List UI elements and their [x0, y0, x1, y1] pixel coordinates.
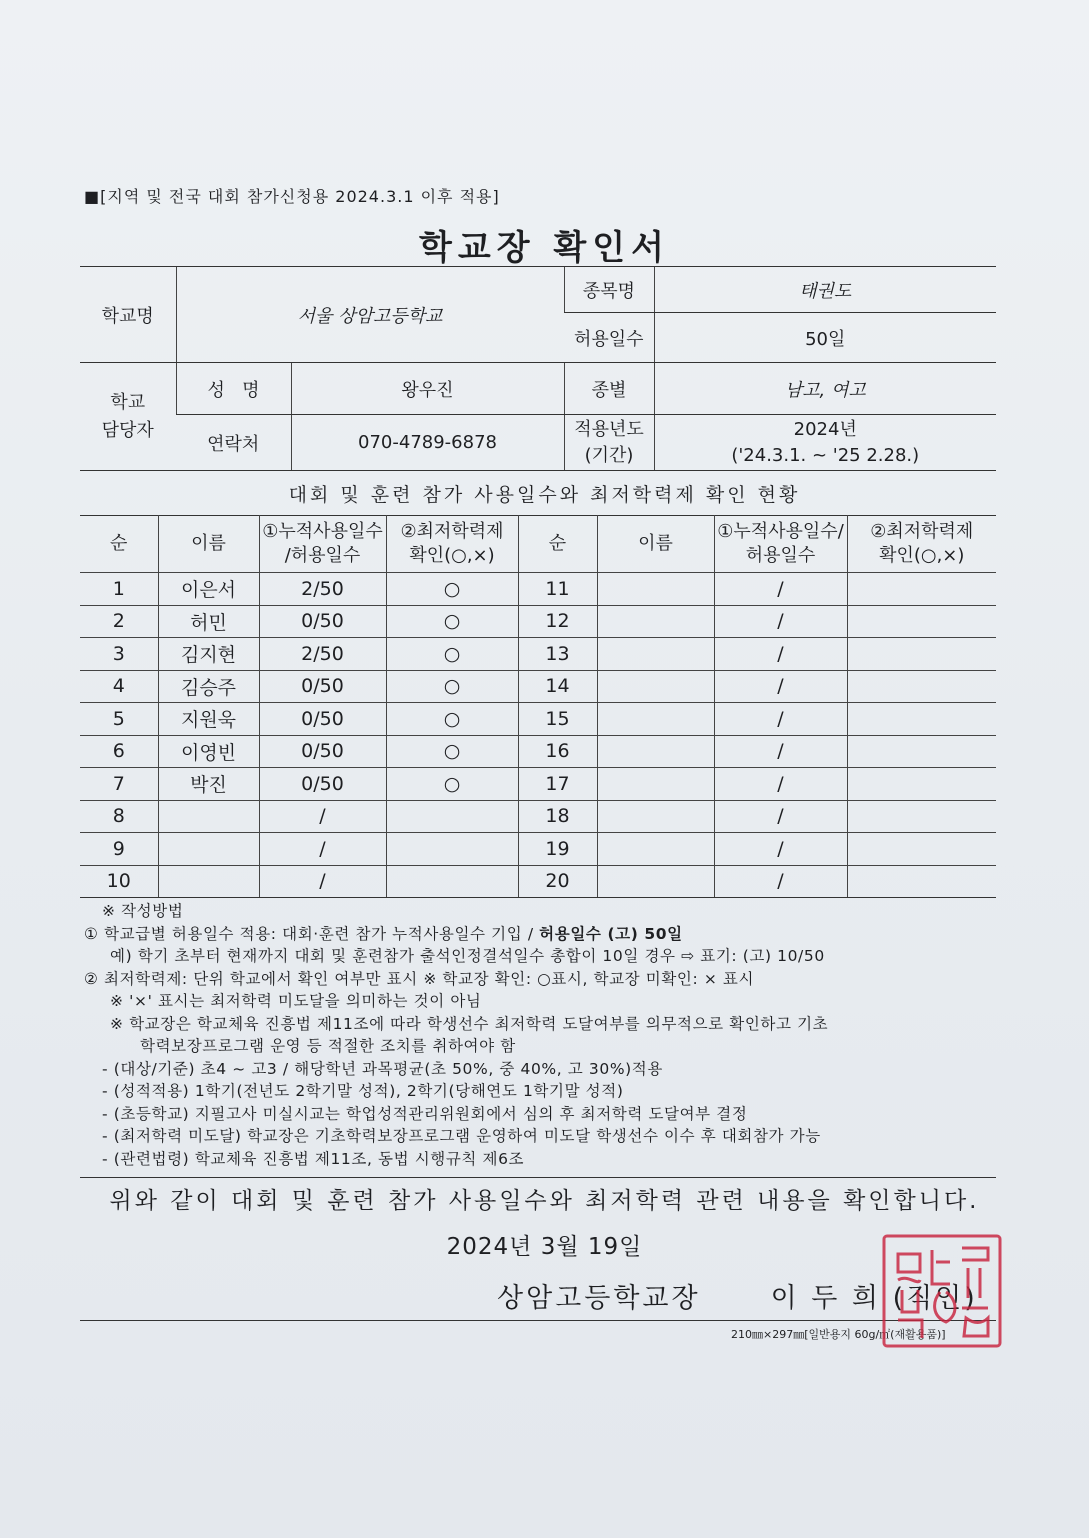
principal-name: 이 두 희 (직인): [770, 1283, 978, 1314]
cell-name: [597, 605, 714, 638]
table-row: [80, 573, 996, 606]
cell-check: [847, 670, 996, 703]
allowed-days-value: 50일: [654, 313, 996, 363]
year-cell: [654, 415, 996, 471]
cell-days: /: [714, 573, 847, 606]
detail-1: - (대상/기준) 초4 ~ 고3 / 해당학년 과목평균(초 50%, 중 40%, 고 30%)적용: [102, 1059, 663, 1078]
cell-name: 박진: [158, 768, 259, 801]
cell-check: [386, 833, 518, 866]
detail-2: - (성적적용) 1학기(전년도 2학기말 성적), 2학기(당해연도 1학기말 성적): [102, 1082, 624, 1100]
cell-check: ○: [386, 703, 518, 736]
cell-no: 4: [80, 670, 158, 703]
cell-days: /: [714, 768, 847, 801]
cell-no: 14: [518, 670, 597, 703]
cell-name: [597, 800, 714, 833]
header-no-left: 순: [80, 516, 158, 573]
cell-name: 이영빈: [158, 735, 259, 768]
cell-days: /: [714, 670, 847, 703]
notes: [84, 900, 1014, 1170]
cell-name: [158, 833, 259, 866]
note-1-text: ① 학교급별 허용일수 적용: 대회·훈련 참가 누적사용일수 기입 /: [84, 924, 540, 943]
cell-days: /: [259, 833, 386, 866]
cell-name: 지원욱: [158, 703, 259, 736]
cell-check: ○: [386, 638, 518, 671]
header-no-right: 순: [518, 516, 597, 573]
cell-name: [158, 865, 259, 898]
cell-check: [386, 800, 518, 833]
cell-no: 9: [80, 833, 158, 866]
header-note: ■[지역 및 전국 대회 참가신청용 2024.3.1 이후 적용]: [84, 187, 500, 206]
cell-name: [597, 833, 714, 866]
detail-5: - (관련법령) 학교체육 진흥법 제11조, 동법 시행규칙 제6조: [102, 1149, 525, 1168]
issue-date: 2024년 3월 19일: [446, 1234, 643, 1260]
cell-check: [847, 735, 996, 768]
cell-days: /: [714, 833, 847, 866]
sport-label: 종목명: [564, 267, 654, 313]
cell-name: 이은서: [158, 573, 259, 606]
note-2-b2: 학력보장프로그램 운영 등 적절한 조치를 취하여야 함: [140, 1037, 516, 1055]
name-label: 성 명: [176, 363, 291, 415]
header-check-left: ②최저학력제 확인(○,×): [386, 516, 518, 573]
cell-no: 2: [80, 605, 158, 638]
official-seal-stamp: [880, 1232, 1004, 1350]
cell-no: 5: [80, 703, 158, 736]
cell-check: [847, 703, 996, 736]
cell-name: 김승주: [158, 670, 259, 703]
cell-no: 19: [518, 833, 597, 866]
cell-check: ○: [386, 670, 518, 703]
divider-top: [80, 1177, 996, 1178]
note-2-a: ※ '×' 표시는 최저학력 미도달을 의미하는 것이 아님: [110, 992, 482, 1010]
table-row: [80, 800, 996, 833]
header-days-left: ①누적사용일수 /허용일수: [259, 516, 386, 573]
sport-value: 태권도: [654, 267, 996, 313]
table-row: [80, 638, 996, 671]
cell-name: 김지현: [158, 638, 259, 671]
cell-check: [847, 833, 996, 866]
name-value: 왕우진: [291, 363, 564, 415]
cell-check: [847, 573, 996, 606]
cell-days: /: [714, 638, 847, 671]
type-value: 남고, 여고: [654, 363, 996, 415]
contact-value: 070-4789-6878: [291, 415, 564, 471]
cell-no: 7: [80, 768, 158, 801]
cell-no: 3: [80, 638, 158, 671]
cell-no: 15: [518, 703, 597, 736]
cell-days: 0/50: [259, 768, 386, 801]
type-label: 종별: [564, 363, 654, 415]
cell-no: 20: [518, 865, 597, 898]
year-label: 적용년도 (기간): [564, 415, 654, 471]
table-row: [80, 605, 996, 638]
document-title: 학교장 확인서: [419, 228, 670, 268]
divider-bottom: [80, 1320, 996, 1321]
cell-no: 16: [518, 735, 597, 768]
detail-3: - (초등학교) 지필고사 미실시교는 학업성적관리위원회에서 심의 후 최저학력 도달여부 결정: [102, 1104, 748, 1123]
cell-days: /: [259, 865, 386, 898]
cell-days: 2/50: [259, 638, 386, 671]
contact-label: 연락처: [176, 415, 291, 471]
cell-name: 허민: [158, 605, 259, 638]
status-table: [80, 515, 996, 898]
cell-check: [847, 768, 996, 801]
cell-days: /: [714, 800, 847, 833]
note-1-bold: 허용일수 (고) 50일: [539, 924, 683, 943]
cell-no: 12: [518, 605, 597, 638]
school-value: 서울 상암고등학교: [176, 267, 564, 363]
note-1: [84, 923, 1014, 946]
cell-days: 0/50: [259, 605, 386, 638]
year-value: 2024년: [793, 418, 857, 440]
cell-check: [847, 638, 996, 671]
cell-check: [386, 865, 518, 898]
cell-check: [847, 865, 996, 898]
cell-name: [597, 670, 714, 703]
cell-days: /: [714, 703, 847, 736]
cell-name: [597, 735, 714, 768]
table-row: [80, 768, 996, 801]
note-2-b1: ※ 학교장은 학교체육 진흥법 제11조에 따라 학생선수 최저학력 도달여부를 의무적으로 확인하고 기초: [110, 1014, 829, 1033]
cell-days: /: [714, 735, 847, 768]
info-table: [80, 266, 996, 471]
header-check-right: ②최저학력제 확인(○,×): [847, 516, 996, 573]
cell-name: [597, 768, 714, 801]
detail-4: - (최저학력 미도달) 학교장은 기초학력보장프로그램 운영하여 미도달 학생선수 이수 후 대회참가 가능: [102, 1127, 821, 1145]
table-row: [80, 670, 996, 703]
section-title: 대회 및 훈련 참가 사용일수와 최저학력제 확인 현황: [288, 484, 801, 506]
cell-days: /: [714, 605, 847, 638]
note-2: ② 최저학력제: 단위 학교에서 확인 여부만 표시 ※ 학교장 확인: ○표시, 학교장 미확인: × 표시: [84, 969, 755, 988]
notes-heading: ※ 작성방법: [102, 902, 184, 920]
cell-name: [158, 800, 259, 833]
cell-check: [847, 605, 996, 638]
cell-name: [597, 865, 714, 898]
paper-spec: 210㎜×297㎜[일반용지 60g/㎡(재활용품)]: [731, 1328, 946, 1341]
header-days-right: ①누적사용일수/ 허용일수: [714, 516, 847, 573]
table-row: [80, 865, 996, 898]
cell-check: ○: [386, 768, 518, 801]
allowed-days-label: 허용일수: [564, 313, 654, 363]
principal-title: 상암고등학교장: [497, 1283, 701, 1314]
cell-no: 10: [80, 865, 158, 898]
cell-days: 0/50: [259, 670, 386, 703]
cell-days: /: [259, 800, 386, 833]
confirm-statement: 위와 같이 대회 및 훈련 참가 사용일수와 최저학력 관련 내용을 확인합니다.: [109, 1188, 980, 1214]
cell-no: 11: [518, 573, 597, 606]
header-name-right: 이름: [597, 516, 714, 573]
table-row: [80, 703, 996, 736]
status-table-body: [80, 573, 996, 898]
cell-days: 0/50: [259, 735, 386, 768]
cell-days: /: [714, 865, 847, 898]
cell-days: 2/50: [259, 573, 386, 606]
header-name-left: 이름: [158, 516, 259, 573]
cell-check: ○: [386, 735, 518, 768]
cell-days: 0/50: [259, 703, 386, 736]
table-row: [80, 833, 996, 866]
cell-no: 13: [518, 638, 597, 671]
cell-no: 6: [80, 735, 158, 768]
table-row: [80, 735, 996, 768]
school-label: 학교명: [80, 267, 176, 363]
cell-no: 1: [80, 573, 158, 606]
cell-name: [597, 703, 714, 736]
note-1-example: 예) 학기 초부터 현재까지 대회 및 훈련참가 출석인정결석일수 총합이 10일 경우 ⇨ 표기: (고) 10/50: [110, 947, 825, 965]
cell-check: [847, 800, 996, 833]
cell-check: ○: [386, 605, 518, 638]
cell-name: [597, 573, 714, 606]
cell-name: [597, 638, 714, 671]
manager-label: 학교 담당자: [80, 363, 176, 471]
cell-no: 17: [518, 768, 597, 801]
period-value: ('24.3.1. ~ '25 2.28.): [731, 444, 920, 466]
cell-no: 18: [518, 800, 597, 833]
cell-no: 8: [80, 800, 158, 833]
seal-glyphs: [898, 1248, 988, 1338]
cell-check: ○: [386, 573, 518, 606]
